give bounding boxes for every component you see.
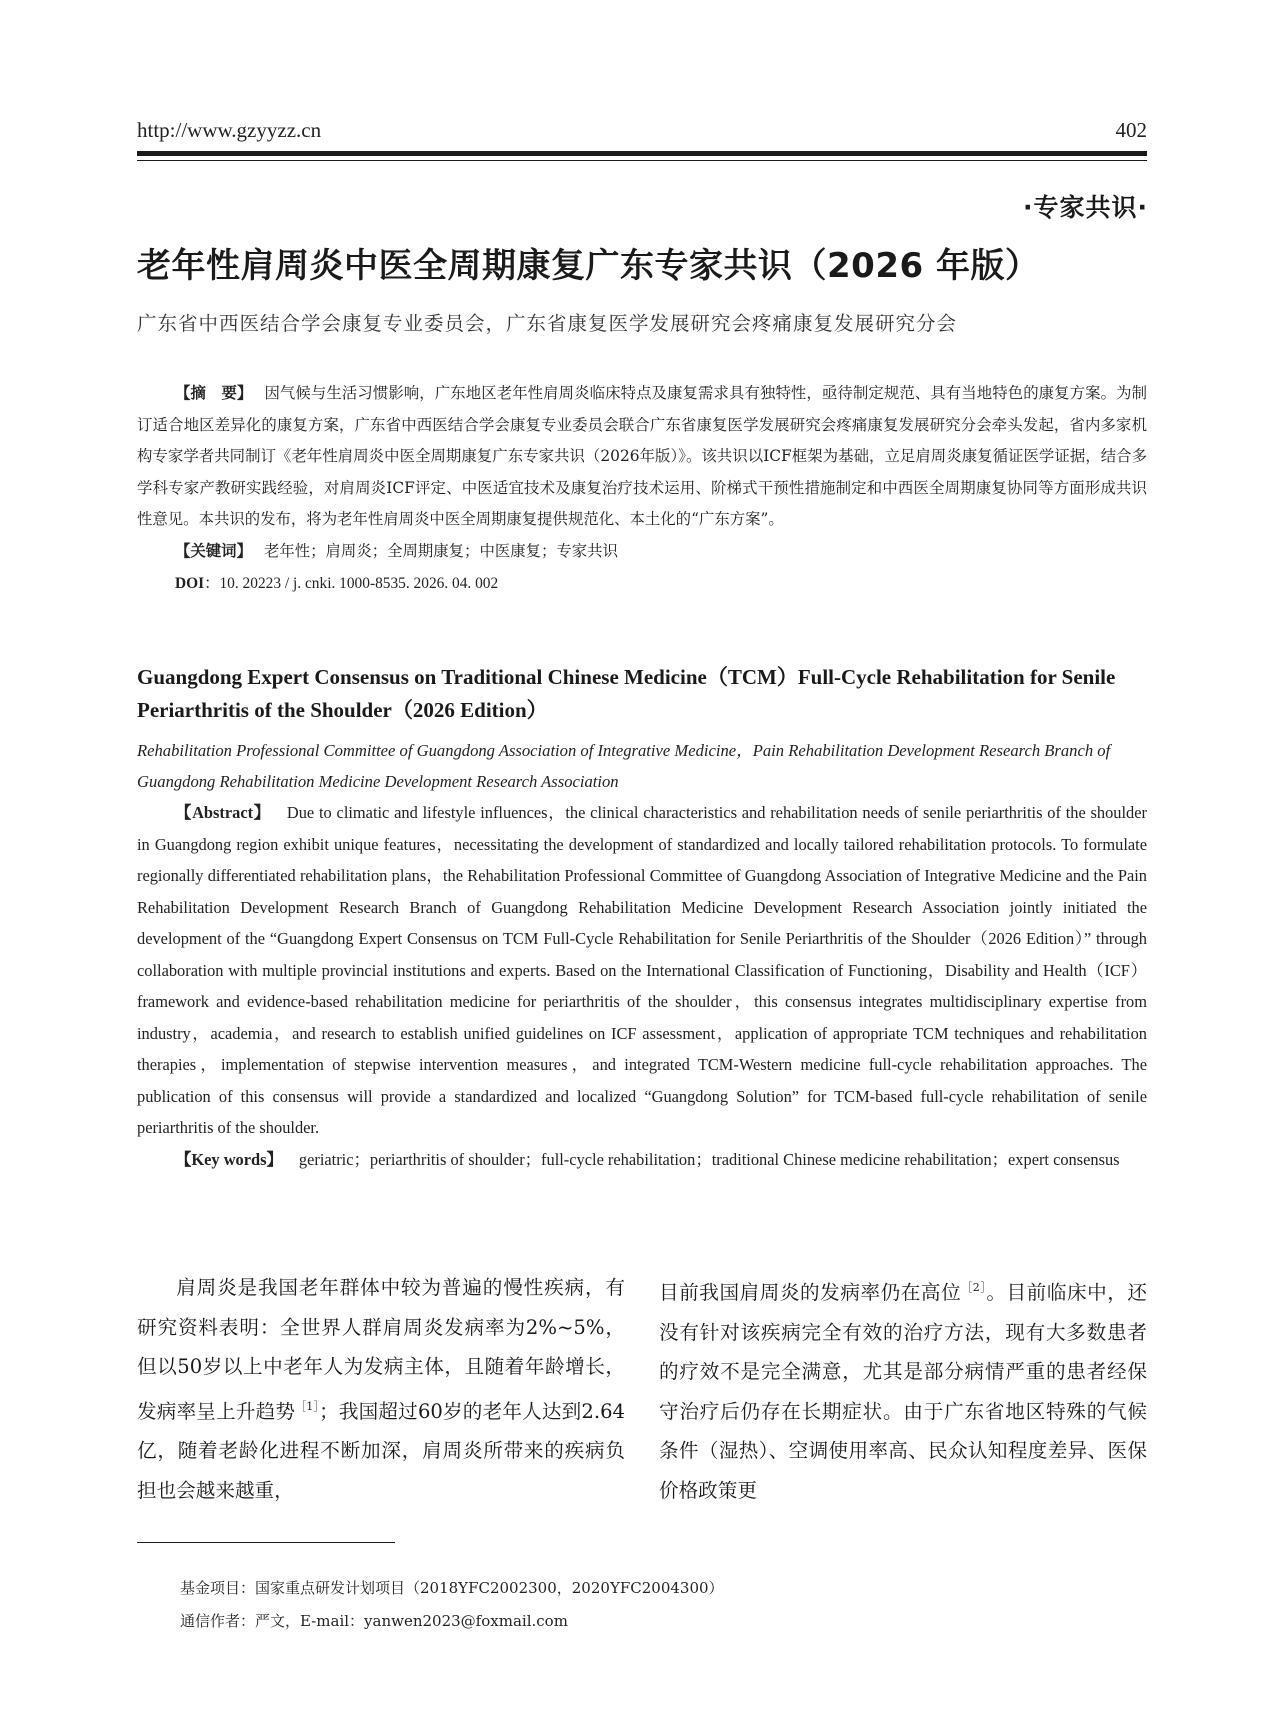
body-paragraph-right bbox=[659, 1268, 1147, 1510]
body-text: 肩周炎是我国老年群体中较为普遍的慢性疾病，有研究资料表明：全世界人群肩周炎发病率为2%~5%，但以50岁以上中老年人为发病主体，且随着年龄增长，发病率呈上升趋势 bbox=[137, 1276, 625, 1423]
keywords-english bbox=[137, 1144, 1147, 1176]
body-text: ；我国超过60岁的老年人达到2.64亿，随着老龄化进程不断加深，肩周炎所带来的疾病负担也会越来越重， bbox=[137, 1399, 626, 1502]
body-text-columns bbox=[137, 1268, 1147, 1510]
keywords-text-cn: 老年性；肩周炎；全周期康复；中医康复；专家共识 bbox=[263, 541, 618, 560]
authors-english: Rehabilitation Professional Committee of Guangdong Association of Integrative Medicine，Pain Rehabilitation Development Research Branch of Guangdong Rehabilitation Medicine Development Research Association bbox=[137, 741, 1111, 791]
header-rule-thin bbox=[137, 160, 1147, 161]
keywords-label-cn: 【关键词】 bbox=[175, 541, 252, 560]
abstract-english bbox=[137, 797, 1147, 1144]
keywords-text-en: geriatric；periarthritis of shoulder；full-cycle rehabilitation；traditional Chinese medicine rehabilitation；expert consensus bbox=[298, 1149, 1120, 1169]
keywords-chinese bbox=[137, 536, 1147, 568]
footnotes bbox=[180, 1572, 1140, 1638]
running-header bbox=[137, 118, 1147, 143]
body-column-right bbox=[659, 1268, 1147, 1510]
english-abstract-block bbox=[137, 797, 1147, 1175]
body-text: 目前我国肩周炎的发病率仍在高位 bbox=[659, 1281, 962, 1304]
footnote-rule bbox=[137, 1542, 395, 1543]
body-text: 。目前临床中，还没有针对该疾病完全有效的治疗方法，现有大多数患者的疗效不是完全满意，尤其是部分病情严重的患者经保守治疗后仍存在长期症状。由于广东省地区特殊的气候条件（湿热）、空调使用率高、民众认知程度差异、医保价格政策更 bbox=[659, 1281, 1148, 1502]
journal-url[interactable]: http://www.gzyyzz.cn bbox=[137, 118, 322, 142]
authors-chinese: 广东省中西医结合学会康复专业委员会，广东省康复医学发展研究会疼痛康复发展研究分会 bbox=[137, 312, 958, 335]
chinese-abstract-block bbox=[137, 378, 1147, 599]
citation-ref-2[interactable]: ［2］ bbox=[961, 1281, 987, 1294]
doi-label: DOI bbox=[175, 574, 205, 592]
body-paragraph-left bbox=[137, 1268, 625, 1510]
abstract-label-cn: 【摘 要】 bbox=[175, 384, 253, 402]
title-chinese: 老年性肩周炎中医全周期康复广东专家共识（2026 年版） bbox=[137, 246, 1040, 286]
doi-value[interactable]: ：10. 20223 / j. cnki. 1000-8535. 2026. 04. 002 bbox=[204, 574, 499, 592]
citation-ref-1[interactable]: ［1］ bbox=[295, 1399, 320, 1413]
page-number: 402 bbox=[1115, 118, 1147, 142]
title-english: Guangdong Expert Consensus on Traditional Chinese Medicine（TCM）Full-Cycle Rehabilitation for Senile Periarthritis of the Shoulder（2026 Edition） bbox=[137, 665, 1116, 722]
abstract-text-cn: 因气候与生活习惯影响，广东地区老年性肩周炎临床特点及康复需求具有独特性，亟待制定规范、具有当地特色的康复方案。为制订适合地区差异化的康复方案，广东省中西医结合学会康复专业委员会联合广东省康复医学发展研究会疼痛康复发展研究分会牵头发起，省内多家机构专家学者共同制订《老年性肩周炎中医全周期康复广东专家共识（2026年版）》。该共识以ICF框架为基础，立足肩周炎康复循证医学证据，结合多学科专家产教研实践经验，对肩周炎ICF评定、中医适宜技术及康复治疗技术运用、阶梯式干预性措施制定和中西医全周期康复协同等方面形成共识性意见。本共识的发布，将为老年性肩周炎中医全周期康复提供规范化、本土化的“广东方案”。 bbox=[137, 384, 1147, 529]
abstract-label-en: 【Abstract】 bbox=[175, 803, 271, 822]
correspondence-note: 通信作者：严文，E-mail：yanwen2023@foxmail.com bbox=[180, 1612, 568, 1630]
keywords-label-en: 【Key words】 bbox=[175, 1149, 283, 1169]
doi-line bbox=[137, 568, 1147, 600]
body-column-left bbox=[137, 1268, 625, 1510]
section-tag: ·专家共识· bbox=[1023, 193, 1148, 222]
abstract-chinese bbox=[137, 378, 1147, 536]
abstract-text-en: Due to climatic and lifestyle influences，the clinical characteristics and rehabilitation needs of senile periarthritis of the shoulder in Guangdong region exhibit unique features，necessitating the development of standardized and locally tailored rehabilitation protocols. To formulate regionally differentiated rehabilitation plans，the Rehabilitation Professional Committee of Guangdong Association of Integrative Medicine and the Pain Rehabilitation Development Research Branch of Guangdong Rehabilitation Medicine Development Research Association jointly initiated the development of the “Guangdong Expert Consensus on TCM Full-Cycle Rehabilitation for Senile Periarthritis of the Shoulder（2026 Edition）” through collaboration with multiple provincial institutions and experts. Based on the International Classification of Functioning，Disability and Health（ICF）framework and evidence-based rehabilitation medicine for periarthritis of the shoulder，this consensus integrates multidisciplinary expertise from industry，academia，and research to establish unified guidelines on ICF assessment，application of appropriate TCM techniques and rehabilitation therapies，implementation of stepwise intervention measures，and integrated TCM-Western medicine full-cycle rehabilitation approaches. The publication of this consensus will provide a standardized and localized “Guangdong Solution” for TCM-based full-cycle rehabilitation of senile periarthritis of the shoulder. bbox=[137, 803, 1147, 1137]
funding-note: 基金项目：国家重点研发计划项目（2018YFC2002300，2020YFC2004300） bbox=[180, 1579, 724, 1597]
header-rule-thick bbox=[137, 151, 1147, 156]
